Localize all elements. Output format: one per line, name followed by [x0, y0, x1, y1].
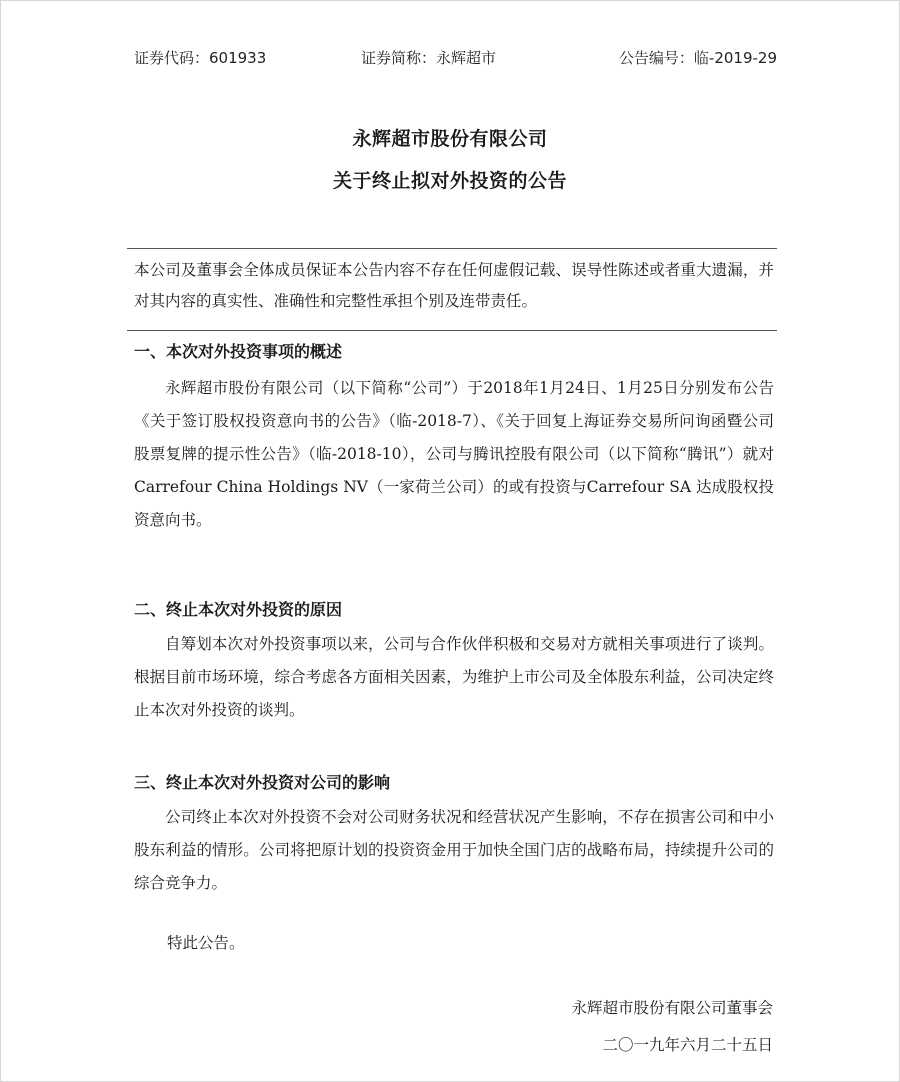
section-body-3: 公司终止本次对外投资不会对公司财务状况和经营状况产生影响，不存在损害公司和中小股东利益的情形。公司将把原计划的投资资金用于加快全国门店的战略布局，持续提升公司的综合竞争力。 [134, 808, 774, 892]
notice-title: 关于终止拟对外投资的公告 [332, 170, 567, 192]
disclaimer-top-rule [127, 248, 777, 249]
closing-remark: 特此公告。 [167, 934, 245, 952]
notice-number: 公告编号：临-2019-29 [618, 49, 777, 67]
disclaimer-bottom-rule [127, 330, 777, 331]
company-title: 永辉超市股份有限公司 [352, 128, 548, 150]
disclaimer-text: 本公司及董事会全体成员保证本公告内容不存在任何虚假记载、误导性陈述或者重大遗漏，并对其内容的真实性、准确性和完整性承担个别及连带责任。 [134, 261, 774, 310]
signature-board: 永辉超市股份有限公司董事会 [571, 999, 773, 1017]
section-heading-1: 一、本次对外投资事项的概述 [134, 342, 343, 361]
section-body-2: 自筹划本次对外投资事项以来，公司与合作伙伴积极和交易对方就相关事项进行了谈判。根据目前市场环境，综合考虑各方面相关因素，为维护上市公司及全体股东利益，公司决定终止本次对外投资的谈判。 [134, 635, 774, 719]
signature-date: 二〇一九年六月二十五日 [602, 1036, 773, 1054]
section-heading-2: 二、终止本次对外投资的原因 [134, 600, 343, 619]
securities-abbreviation: 证券简称：永辉超市 [361, 49, 497, 67]
section-body-1: 永辉超市股份有限公司（以下简称“公司”）于2018年1月24日、1月25日分别发布公告《关于签订股权投资意向书的公告》（临-2018-7）、《关于回复上海证券交易所问询函暨公司股票复牌的提示性公告》（临-2018-10），公司与腾讯控股有限公司（以下简称“腾讯”）就对Carrefour China Holdings NV（一家荷兰公司）的或有投资与Carrefour SA 达成股权投资意向书。 [134, 379, 774, 529]
section-heading-3: 三、终止本次对外投资对公司的影响 [134, 773, 391, 792]
securities-code: 证券代码：601933 [134, 49, 267, 67]
